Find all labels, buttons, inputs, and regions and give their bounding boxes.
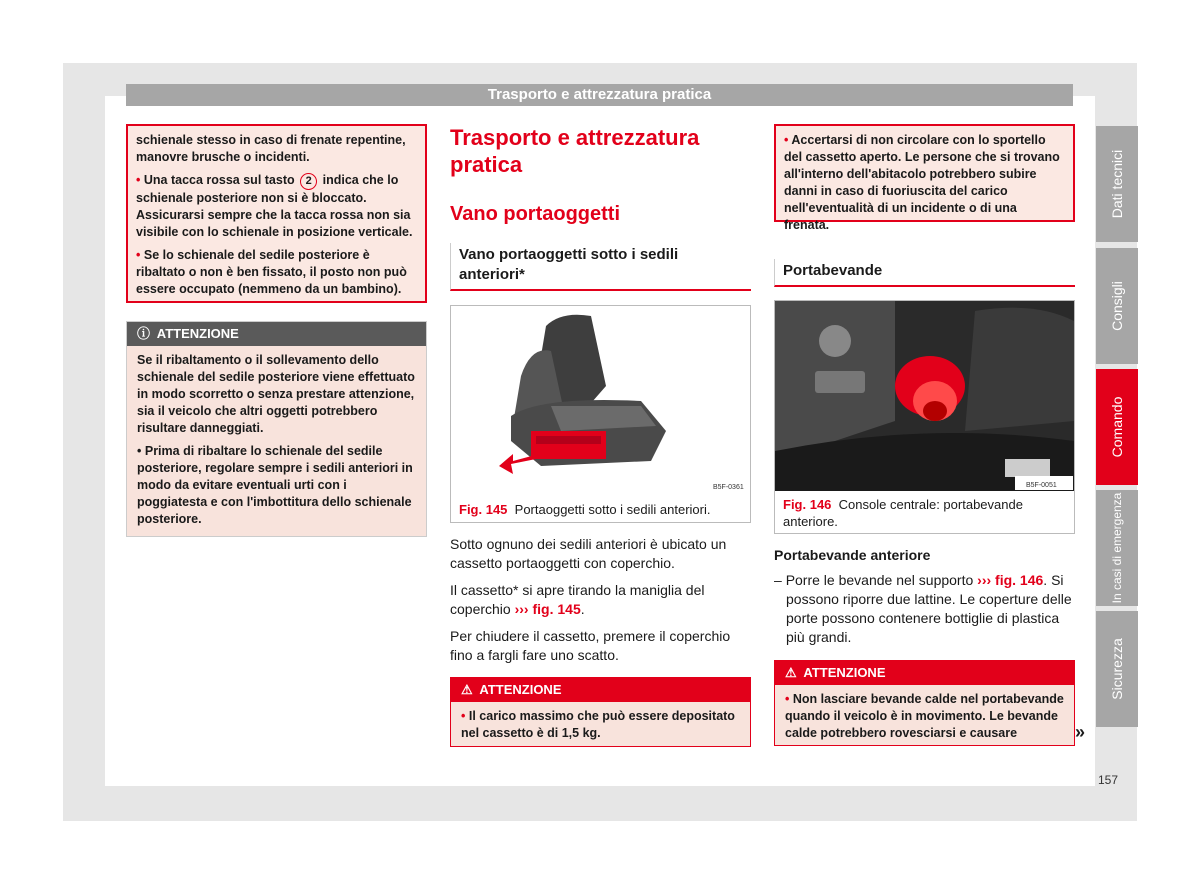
warning-triangle-icon: ⚠ bbox=[461, 682, 473, 697]
note-intro: schienale stesso in caso di frenate repentine, manovre brusche o incidenti. bbox=[136, 133, 406, 164]
column-left bbox=[126, 124, 427, 537]
figure-ref-link[interactable]: ››› fig. 145 bbox=[514, 601, 581, 617]
body-text bbox=[774, 546, 1075, 647]
warning-text-2: • Prima di ribaltare lo schienale del sedile posteriore, regolare sempre i sedili anteriori in modo da evitare eventuali urti con i poggiatesta e con l'imbottitura dello schienale posteriore. bbox=[137, 444, 413, 526]
chapter-title: Trasporto e attrezzatura pratica bbox=[450, 125, 700, 177]
warning-box bbox=[450, 677, 751, 747]
note-bullet-1: • Una tacca rossa sul tasto 2 indica che lo schienale posteriore non si è bloccato. Assicurarsi sempre che la tacca rossa non sia visibile con lo schienale in posizione verticale. bbox=[136, 173, 413, 239]
warning-text: • Non lasciare bevande calde nel portabevande quando il veicolo è in movimento. Le bevande calde potrebbero rovesciarsi e causare bbox=[785, 692, 1064, 740]
figure-ref-link[interactable]: ››› fig. 146 bbox=[977, 572, 1044, 588]
warning-text-1: Se il ribaltamento o il sollevamento dello schienale del sedile posteriore viene effettuato in modo scorretto o senza prestare attenzione, sia il veicolo che altri oggetti potrebbero risultare danneggiati. bbox=[137, 353, 415, 435]
paragraph-3: Per chiudere il cassetto, premere il coperchio fino a fargli fare uno scatto. bbox=[450, 628, 731, 663]
note-bullet-2: • Se lo schienale del sedile posteriore è ribaltato o non è ben fissato, il posto non può essere occupato (nemmeno da un bambino). bbox=[136, 248, 407, 296]
button-number-badge: 2 bbox=[300, 173, 317, 190]
tab-sicurezza[interactable]: Sicurezza bbox=[1096, 611, 1138, 727]
minor-heading: Portabevande anteriore bbox=[774, 547, 931, 563]
note-box bbox=[774, 124, 1075, 232]
paragraph-2: Il cassetto* si apre tirando la maniglia del coperchio ››› fig. 145. bbox=[450, 582, 705, 617]
seat-drawer-illustration bbox=[451, 306, 750, 496]
continue-mark: » bbox=[1075, 722, 1086, 742]
paragraph-1: Sotto ognuno dei sedili anteriori è ubicato un cassetto portaoggetti con coperchio. bbox=[450, 536, 727, 571]
running-header: Trasporto e attrezzatura pratica bbox=[126, 84, 1073, 106]
page-number: 157 bbox=[1098, 773, 1119, 787]
instruction-step: – Porre le bevande nel supporto ››› fig. 146. Si possono riporre due lattine. Le coperture delle porte possono contenere bottiglie di plastica più grandi. bbox=[774, 572, 1072, 645]
info-icon: ⓘ bbox=[137, 326, 151, 341]
figure-145 bbox=[450, 305, 751, 523]
warning-box bbox=[774, 660, 1075, 746]
tab-emergenza[interactable]: In casi di emergenza bbox=[1096, 490, 1138, 606]
tab-consigli[interactable]: Consigli bbox=[1096, 248, 1138, 364]
figure-code: B5F-0361 bbox=[713, 484, 744, 491]
warning-header: ⚠ ATTENZIONE bbox=[451, 678, 750, 702]
note-text: • Accertarsi di non circolare con lo sportello del cassetto aperto. Le persone che si trovano all'interno dell'abitacolo potrebbero subire danni in caso di fuoriuscita del carico nell'eventualità di un incidente o di una frenata. bbox=[784, 133, 1060, 232]
warning-triangle-icon: ⚠ bbox=[785, 665, 797, 680]
cupholder-illustration bbox=[775, 301, 1074, 491]
figure-146 bbox=[774, 300, 1075, 534]
figure-code: B5F-0051 bbox=[1026, 482, 1057, 489]
tab-dati-tecnici[interactable]: Dati tecnici bbox=[1096, 126, 1138, 242]
warning-header: ⚠ ATTENZIONE bbox=[775, 661, 1074, 685]
tab-comando[interactable]: Comando bbox=[1096, 369, 1138, 485]
figure-caption: Fig. 145 Portaoggetti sotto i sedili anteriori. bbox=[459, 502, 711, 517]
note-box bbox=[126, 124, 427, 303]
column-right bbox=[774, 124, 1075, 740]
body-text bbox=[450, 535, 751, 665]
column-middle bbox=[450, 124, 751, 747]
subsection-title: Vano portaoggetti sotto i sedili anteriori* bbox=[450, 243, 751, 291]
figure-caption: Fig. 146 Console centrale: portabevande anteriore. bbox=[783, 497, 1023, 529]
subsection-title: Portabevande bbox=[774, 259, 1075, 287]
warning-box bbox=[126, 321, 427, 537]
section-title: Vano portaoggetti bbox=[450, 203, 620, 225]
warning-header: ⓘ ATTENZIONE bbox=[127, 322, 426, 346]
warning-text: • Il carico massimo che può essere depositato nel cassetto è di 1,5 kg. bbox=[461, 709, 735, 740]
